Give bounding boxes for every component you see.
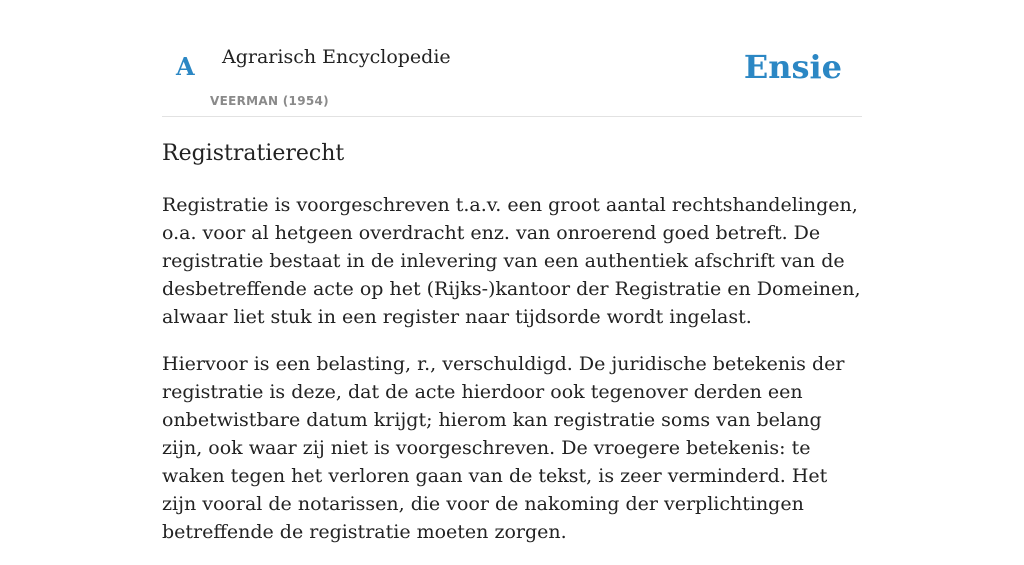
entry-title: Registratierecht — [162, 141, 345, 166]
ensie-logo-link[interactable]: Ensie — [743, 48, 842, 86]
book-logo-letter[interactable]: A — [176, 52, 195, 81]
book-title-link[interactable]: Agrarisch Encyclopedie — [222, 46, 451, 68]
entry-paragraph-1: Registratie is voorgeschreven t.a.v. een groot aantal rechtshandelingen, o.a. voor al hetgeen overdracht enz. van onroerend goed betreft. De registratie bestaat in de inlevering van een authentiek afschrift van de desbetreffende acte op het (Rijks-)kantoor der Registratie en Domeinen, alwaar liet stuk in een register naar tijdsorde wordt ingelast. — [162, 193, 861, 328]
entry-paragraph-2: Hiervoor is een belasting, r., verschuldigd. De juridische betekenis der registratie is deze, dat de acte hierdoor ook tegenover derden een onbetwistbare datum krijgt; hierom kan registratie soms van belang zijn, ook waar zij niet is voorgeschreven. De vroegere betekenis: te waken tegen het verloren gaan van de tekst, is zeer verminderd. Het zijn vooral de notarissen, die voor de nakoming der verplichtingen betreffende de registratie moeten zorgen. — [162, 352, 845, 543]
book-author-year: VEERMAN (1954) — [210, 94, 329, 108]
page-header — [162, 0, 862, 117]
entry-content — [162, 136, 862, 565]
